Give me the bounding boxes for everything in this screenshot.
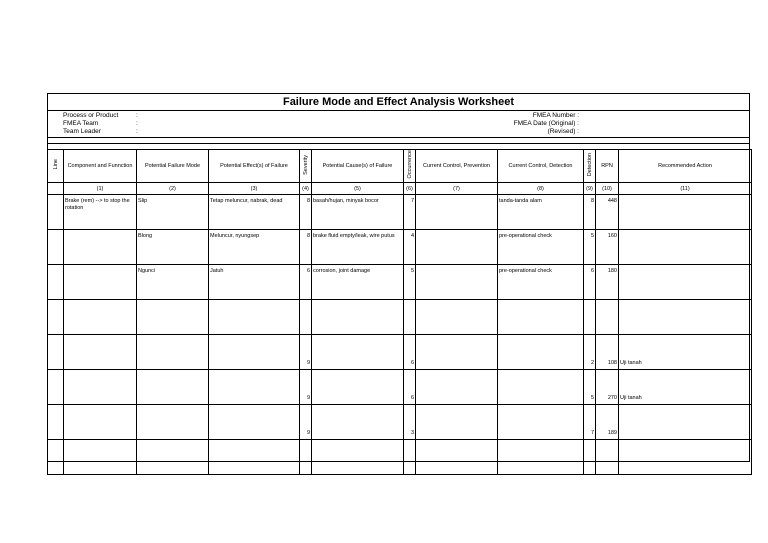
cell-action bbox=[619, 265, 752, 300]
cell-failure-mode: Blong bbox=[137, 230, 209, 265]
cell-failure-mode bbox=[137, 335, 209, 370]
header-line: Line bbox=[48, 150, 64, 183]
cell-cause bbox=[312, 440, 404, 475]
column-number-row bbox=[48, 183, 752, 195]
cell-effect: Jatuh bbox=[209, 265, 300, 300]
cell-rpn: 180 bbox=[596, 265, 619, 300]
cell-effect bbox=[209, 405, 300, 440]
cell-occurrence: 3 bbox=[404, 405, 416, 440]
cell-severity bbox=[300, 440, 312, 475]
cell-action: Uji tanah bbox=[619, 335, 752, 370]
cell-occurrence: 6 bbox=[404, 370, 416, 405]
cell-detection-control bbox=[498, 440, 584, 475]
cell-detection-control bbox=[498, 335, 584, 370]
cell-prevention bbox=[416, 230, 498, 265]
number-4: (4) bbox=[300, 183, 312, 195]
cell-rpn: 270 bbox=[596, 370, 619, 405]
cell-occurrence bbox=[404, 440, 416, 475]
cell-occurrence: 5 bbox=[404, 265, 416, 300]
cell-component bbox=[64, 440, 137, 475]
cell-cause: basah/hujan, minyak bocor bbox=[312, 195, 404, 230]
cell-line bbox=[48, 230, 64, 265]
cell-rpn bbox=[596, 440, 619, 475]
cell-failure-mode bbox=[137, 370, 209, 405]
header-prevention: Current Control, Prevention bbox=[416, 150, 498, 183]
header-failure-mode: Potential Failure Mode bbox=[137, 150, 209, 183]
cell-line bbox=[48, 195, 64, 230]
cell-line bbox=[48, 265, 64, 300]
cell-detection-control bbox=[498, 300, 584, 335]
table-row bbox=[48, 265, 752, 300]
number-1: (1) bbox=[64, 183, 137, 195]
fmea-revised-label: (Revised) : bbox=[547, 128, 579, 135]
cell-detection: 5 bbox=[584, 230, 596, 265]
cell-failure-mode: Ngunci bbox=[137, 265, 209, 300]
cell-cause bbox=[312, 335, 404, 370]
cell-effect: Meluncur, nyungsep bbox=[209, 230, 300, 265]
cell-detection-control: pre-operational check bbox=[498, 265, 584, 300]
cell-component bbox=[64, 300, 137, 335]
table-row bbox=[48, 405, 752, 440]
leader-colon: : bbox=[136, 128, 138, 135]
number-8: (8) bbox=[498, 183, 584, 195]
cell-line bbox=[48, 440, 64, 475]
meta-divider-1 bbox=[48, 137, 749, 138]
team-colon: : bbox=[136, 120, 138, 127]
cell-detection: 2 bbox=[584, 335, 596, 370]
cell-failure-mode bbox=[137, 440, 209, 475]
number-7: (7) bbox=[416, 183, 498, 195]
cell-detection: 7 bbox=[584, 405, 596, 440]
header-effects: Potential Effect(s) of Failure bbox=[209, 150, 300, 183]
cell-prevention bbox=[416, 405, 498, 440]
cell-failure-mode bbox=[137, 300, 209, 335]
header-row bbox=[48, 150, 752, 183]
cell-effect bbox=[209, 440, 300, 475]
cell-detection-control bbox=[498, 405, 584, 440]
header-rpn: RPN bbox=[596, 150, 619, 183]
cell-action bbox=[619, 195, 752, 230]
cell-component bbox=[64, 370, 137, 405]
cell-component bbox=[64, 230, 137, 265]
cell-severity: 9 bbox=[300, 370, 312, 405]
worksheet-title: Failure Mode and Effect Analysis Worksheet bbox=[48, 94, 749, 111]
cell-action bbox=[619, 405, 752, 440]
cell-severity bbox=[300, 300, 312, 335]
cell-prevention bbox=[416, 300, 498, 335]
fmea-number-label: FMEA Number : bbox=[532, 112, 579, 119]
cell-component bbox=[64, 335, 137, 370]
cell-cause bbox=[312, 370, 404, 405]
cell-cause: brake fluid empty/leak, wire putus bbox=[312, 230, 404, 265]
cell-rpn: 448 bbox=[596, 195, 619, 230]
cell-rpn bbox=[596, 300, 619, 335]
header-severity: Severity bbox=[300, 150, 312, 183]
team-label: FMEA Team bbox=[63, 120, 99, 127]
cell-prevention bbox=[416, 440, 498, 475]
table-row bbox=[48, 335, 752, 370]
number-11: (11) bbox=[619, 183, 752, 195]
cell-effect: Tetap meluncur, nabrak, dead bbox=[209, 195, 300, 230]
cell-rpn: 189 bbox=[596, 405, 619, 440]
cell-cause bbox=[312, 405, 404, 440]
number-3: (3) bbox=[209, 183, 300, 195]
cell-effect bbox=[209, 370, 300, 405]
table-row bbox=[48, 300, 752, 335]
cell-severity: 8 bbox=[300, 195, 312, 230]
cell-detection-control: tanda-tanda alam bbox=[498, 195, 584, 230]
cell-action bbox=[619, 230, 752, 265]
header-causes: Potential Cause(s) of Failure bbox=[312, 150, 404, 183]
cell-line bbox=[48, 370, 64, 405]
number-line bbox=[48, 183, 64, 195]
cell-component bbox=[64, 405, 137, 440]
cell-severity: 8 bbox=[300, 230, 312, 265]
number-5: (5) bbox=[312, 183, 404, 195]
cell-component: Brake (rem) --> to stop the rotation bbox=[64, 195, 137, 230]
number-6: (6) bbox=[404, 183, 416, 195]
cell-occurrence: 4 bbox=[404, 230, 416, 265]
fmea-date-label: FMEA Date (Original) : bbox=[513, 120, 579, 127]
header-occurrence: Occurrence bbox=[404, 150, 416, 183]
cell-severity: 9 bbox=[300, 405, 312, 440]
cell-prevention bbox=[416, 370, 498, 405]
number-10: (10) bbox=[596, 183, 619, 195]
cell-detection: 8 bbox=[584, 195, 596, 230]
fmea-table bbox=[47, 149, 752, 475]
header-detection: Detection bbox=[584, 150, 596, 183]
header-action: Recommended Action bbox=[619, 150, 752, 183]
cell-occurrence bbox=[404, 300, 416, 335]
process-colon: : bbox=[136, 112, 138, 119]
cell-effect bbox=[209, 300, 300, 335]
cell-severity: 9 bbox=[300, 335, 312, 370]
cell-detection bbox=[584, 440, 596, 475]
cell-detection-control bbox=[498, 370, 584, 405]
cell-severity: 6 bbox=[300, 265, 312, 300]
cell-action bbox=[619, 440, 752, 475]
cell-rpn: 160 bbox=[596, 230, 619, 265]
cell-line bbox=[48, 300, 64, 335]
cell-detection: 6 bbox=[584, 265, 596, 300]
cell-cause bbox=[312, 300, 404, 335]
cell-detection: 5 bbox=[584, 370, 596, 405]
cell-occurrence: 6 bbox=[404, 335, 416, 370]
cell-prevention bbox=[416, 265, 498, 300]
cell-prevention bbox=[416, 335, 498, 370]
cell-component bbox=[64, 265, 137, 300]
cell-action bbox=[619, 300, 752, 335]
header-component: Component and Funnction bbox=[64, 150, 137, 183]
table-row bbox=[48, 440, 752, 475]
cell-rpn: 108 bbox=[596, 335, 619, 370]
cell-line bbox=[48, 405, 64, 440]
fmea-worksheet bbox=[47, 93, 750, 462]
table-row bbox=[48, 195, 752, 230]
cell-cause: corrosion, joint damage bbox=[312, 265, 404, 300]
cell-failure-mode: Slip bbox=[137, 195, 209, 230]
meta-divider-2 bbox=[48, 143, 749, 144]
cell-action: Uji tanah bbox=[619, 370, 752, 405]
cell-detection-control: pre-operational check bbox=[498, 230, 584, 265]
cell-detection bbox=[584, 300, 596, 335]
table-row bbox=[48, 230, 752, 265]
header-detection-control: Current Control, Detection bbox=[498, 150, 584, 183]
number-2: (2) bbox=[137, 183, 209, 195]
leader-label: Team Leader bbox=[63, 128, 101, 135]
cell-effect bbox=[209, 335, 300, 370]
cell-occurrence: 7 bbox=[404, 195, 416, 230]
cell-line bbox=[48, 335, 64, 370]
cell-prevention bbox=[416, 195, 498, 230]
process-label: Process or Product bbox=[63, 112, 119, 119]
cell-failure-mode bbox=[137, 405, 209, 440]
number-9: (9) bbox=[584, 183, 596, 195]
table-row bbox=[48, 370, 752, 405]
